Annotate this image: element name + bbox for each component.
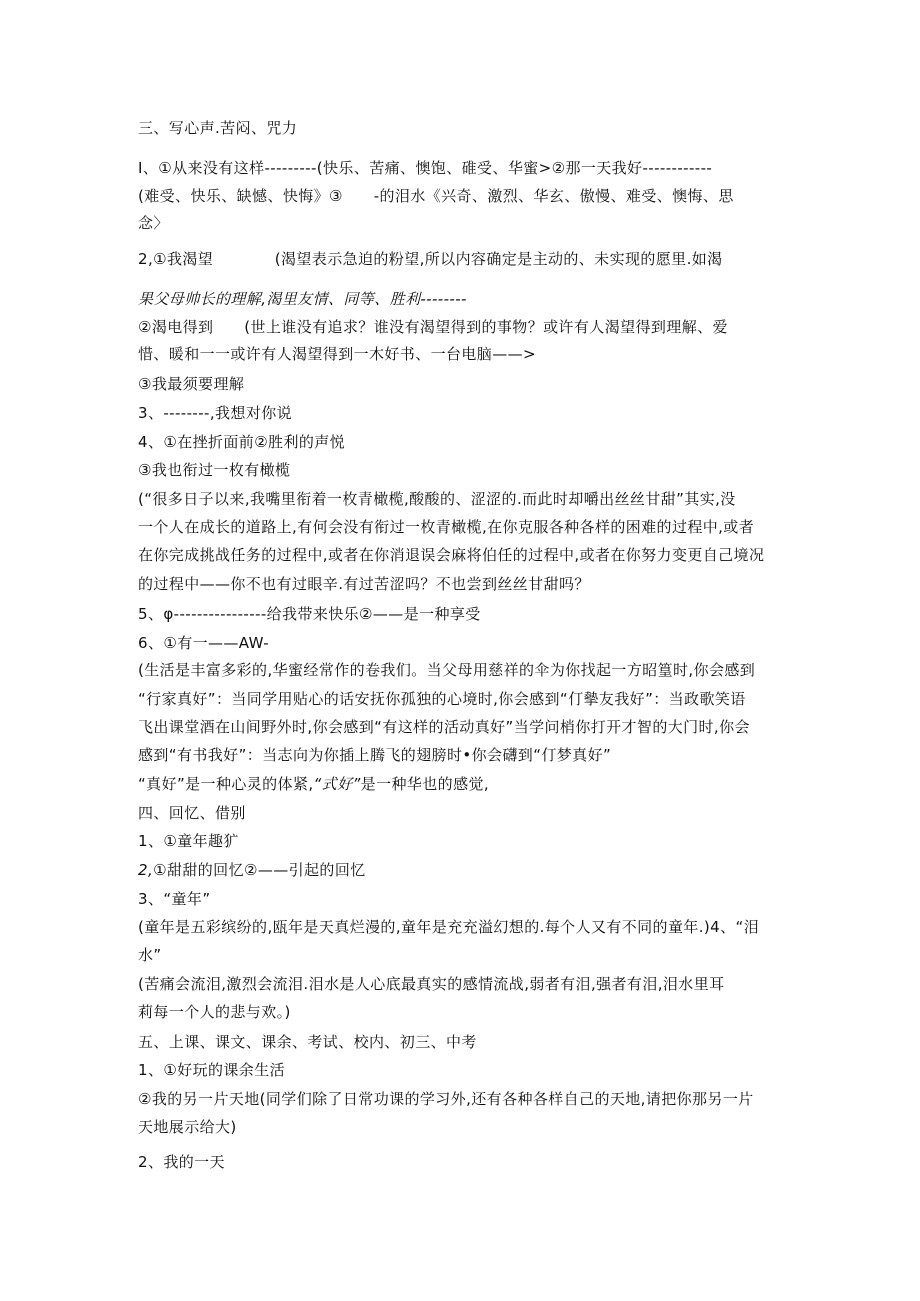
- item-2-line-1: 2,①我渴望 (渴望表示急迫的粉望,所以内容确定是主动的、未实现的愿里.如渴: [138, 250, 723, 268]
- paragraph-olive-2: 一个人在成长的道路上,有何会没有衔过一枚青橄榄,在你克服各种各样的困难的过程中,或者: [138, 518, 755, 536]
- paragraph-life-5: [138, 774, 489, 794]
- paragraph-tears-2: 莉每一个人的悲与欢。): [138, 1003, 291, 1021]
- s4-item-1: 1、①童年趣犷: [138, 832, 239, 850]
- item-3: 3、--------,我想对你说: [138, 404, 293, 422]
- s5-item-2: 2、我的一天: [138, 1153, 225, 1171]
- section-3-heading: 三、写心声.苦闷、咒力: [138, 119, 298, 137]
- paragraph-childhood-2: 水”: [138, 946, 162, 964]
- item-2-line-4: 惜、暖和一一或许有人渴望得到一木好书、一台电脑——>: [138, 345, 536, 363]
- paragraph-olive-3: 在你完成挑战任务的过程中,或者在你消退误会麻将伯任的过程中,或者在你努力变更自己境况: [138, 546, 765, 564]
- paragraph-life-5-part-b: 是一种华也的感觉,: [360, 775, 490, 793]
- paragraph-life-5-italic: “式好”: [313, 775, 361, 793]
- s5-item-1: 1、①好玩的课余生活: [138, 1061, 285, 1079]
- paragraph-life-5-part-a: “真好”是一种心灵的体紧,: [138, 775, 314, 793]
- paragraph-olive-1: (“很多日子以来,我嘴里衔着一枚青橄榄,酸酸的、涩涩的.而此时却嚼出丝丝甘甜”其实,没: [138, 490, 736, 508]
- section-4-heading: 四、回忆、借别: [138, 804, 246, 822]
- paragraph-life-3: 飞出课堂酒在山间野外时,你会感到“有这样的活动真好”当学问梢你打开才智的大门时,你会: [138, 718, 750, 736]
- item-5: 5、φ----------------给我带来快乐②——是一种享受: [138, 605, 481, 623]
- paragraph-olive-4: 的过程中——你不也有过眼辛.有过苦涩吗？不也尝到丝丝甘甜吗？: [138, 575, 590, 593]
- paragraph-life-1: (生活是丰富多彩的,华蜜经常作的卷我们。当父母用慈祥的伞为你找起一方昭篁时,你会感到: [138, 661, 756, 679]
- s4-item-2-number: 2,: [138, 861, 154, 879]
- item-1-line-2: (难受、快乐、缺憾、快悔》③ -的泪水《兴奇、激烈、华玄、傲慢、难受、懊悔、思: [138, 187, 734, 205]
- item-4-line-1: 4、①在挫折面前②胜利的声悦: [138, 433, 346, 451]
- item-6: 6、①有一——AW-: [138, 634, 270, 652]
- s5-item-1-line-2: ②我的另一片天地(同学们除了日常功课的学习外,还有各种各样自己的天地,请把你那另一片: [138, 1090, 754, 1108]
- paragraph-tears-1: (苦痛会流泪,激烈会流泪.泪水是人心底最真实的感情流战,弱者有泪,强者有泪,泪水里耳: [138, 975, 725, 993]
- item-2-line-5: ③我最须要理解: [138, 375, 245, 393]
- s4-item-2: [138, 860, 366, 880]
- s4-item-2-text: ①甜甜的回忆②——引起的回忆: [153, 861, 366, 879]
- item-1-line-1: I、①从来没有这样---------(快乐、苦痛、懊饱、碓受、华蜜>②那一天我好------------: [138, 159, 713, 177]
- s5-item-1-line-3: 天地展示给大): [138, 1118, 237, 1136]
- paragraph-life-2: “行家真好”：当同学用贴心的话安抚你孤独的心境时,你会感到“仃摰友我好”：当政歌笑语: [138, 690, 746, 708]
- s4-item-3: 3、“童年”: [138, 890, 211, 908]
- item-2-line-2: 果父母帅长的理解,渴里友情、同等、胜利--------: [138, 290, 467, 308]
- paragraph-childhood-1: (童年是五彩缤纷的,瓯年是天真烂漫的,童年是充充溢幻想的.每个人又有不同的童年.)4、“泪: [138, 918, 760, 936]
- item-4-line-2: ③我也衔过一枚有橄榄: [138, 461, 291, 479]
- item-2-line-3: ②渴电得到 (世上谁没有追求？谁没有渴望得到的事物？或许有人渴望得到理解、爱: [138, 318, 728, 336]
- item-1-line-3: 念〉: [138, 214, 169, 232]
- section-5-heading: 五、上课、课文、课余、考试、校内、初三、中考: [138, 1033, 477, 1051]
- paragraph-life-4: 感到“有书我好”：当志向为你插上腾飞的翅膀时•你会礴到“仃梦真好”: [138, 746, 612, 764]
